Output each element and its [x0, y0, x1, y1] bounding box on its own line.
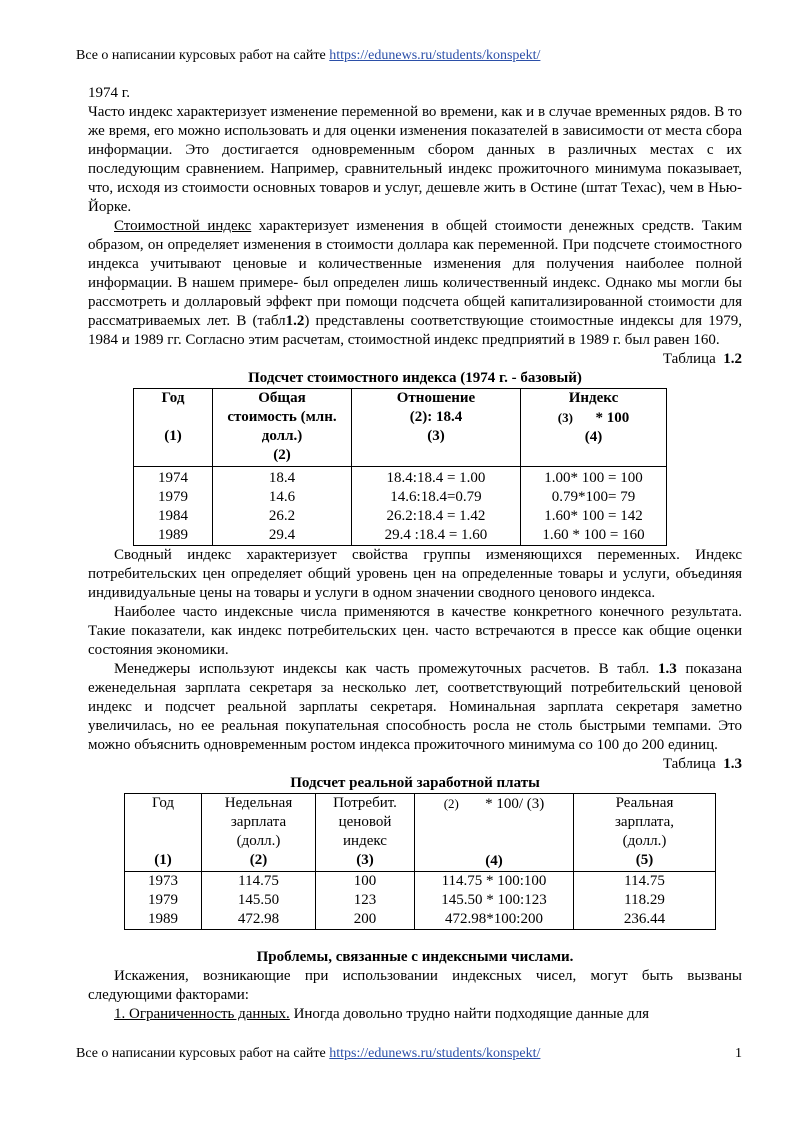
table-row: 1989 472.98 200 472.98*100:200 236.44: [125, 910, 716, 930]
table-row: 1979 14.6 14.6:18.4=0.79 0.79*100= 79: [134, 488, 667, 507]
table-row: 1974 18.4 18.4:18.4 = 1.00 1.00* 100 = 100: [134, 467, 667, 489]
document-body: [88, 84, 742, 1024]
footer-text: Все о написании курсовых работ на сайте: [76, 1046, 326, 1061]
table-row: 1979 145.50 123 145.50 * 100:123 118.29: [125, 891, 716, 910]
header-link[interactable]: https://edunews.ru/students/konspekt/: [329, 48, 541, 63]
column-header: Реальная зарплата, (долл.) (5): [574, 794, 716, 872]
value-index-table: [133, 388, 667, 546]
paragraph: Менеджеры используют индексы как часть промежуточных расчетов. В табл. 1.3 показана еженедельная зарплата секретаря за несколько лет, соответствующий потребительский ценовой индекс и подсчет реальной зарплаты секретаря. Номинальная зарплата секретаря заметно увеличилась, но ее реальная покупательная способность росла не столь быстрыми темпами. Это можно объяснить одновременным ростом индекса прожиточного минимума со 100 до 200 единиц.: [88, 661, 743, 753]
table-header-row: [125, 794, 716, 872]
list-item-term: 1. Ограниченность данных.: [114, 1006, 290, 1022]
paragraph: 1. Ограниченность данных. Иногда довольно трудно найти подходящие данные для: [114, 1006, 650, 1022]
paragraph: Наиболее часто индексные числа применяются в качестве конкретного конечного результата. Такие показатели, как индекс потребительских цен. часто встречаются в прессе как общие оценки состояния экономики.: [88, 604, 742, 658]
column-header: Недельная зарплата (долл.) (2): [202, 794, 316, 872]
header-text: Все о написании курсовых работ на сайте: [76, 48, 326, 63]
paragraph: 1974 г.: [88, 85, 130, 101]
table-title: Подсчет реальной заработной платы: [290, 775, 540, 791]
section-title: Проблемы, связанные с индексными числами.: [256, 949, 574, 965]
column-header: Отношение (2): 18.4 (3): [352, 389, 521, 467]
column-header: Год (1): [125, 794, 202, 872]
table-row: 1973 114.75 100 114.75 * 100:100 114.75: [125, 872, 716, 892]
column-header: Индекс (3) * 100 (4): [521, 389, 667, 467]
paragraph: Стоимостной индекс характеризует изменения в общей стоимости денежных средств. Таким образом, он определяет изменения в стоимости доллара как переменной. При подсчете стоимостного индекса учитывают ценовые и количественные изменения для получения наиболее полной информации. В нашем примере- был определен лишь количественный индекс. Однако мы могли бы рассмотреть и долларовый эффект при помощи подсчета общей капитализированной стоимости для рассматриваемых лет. В (табл1.2) представлены соответствующие стоимостные индексы для 1979, 1984 и 1989 гг. Согласно этим расчетам, стоимостной индекс предприятий в 1989 г. был равен 160.: [88, 218, 742, 348]
table-title: Подсчет стоимостного индекса (1974 г. - базовый): [248, 370, 582, 386]
term-value-index: Стоимостной индекс: [114, 218, 252, 234]
column-header: (2) * 100/ (3) (4): [415, 794, 574, 872]
table-label: Таблица 1.3: [662, 756, 742, 772]
table-row: 1984 26.2 26.2:18.4 = 1.42 1.60* 100 = 142: [134, 507, 667, 526]
real-wage-table: [124, 793, 716, 930]
footer-link[interactable]: https://edunews.ru/students/konspekt/: [329, 1046, 541, 1061]
column-header: Потребит. ценовой индекс (3): [316, 794, 415, 872]
page-footer: [76, 1046, 540, 1062]
column-header: Общая стоимость (млн. долл.) (2): [213, 389, 352, 467]
page-number: 1: [735, 1046, 742, 1061]
page-header: [76, 48, 540, 64]
table-label: Таблица 1.2: [662, 351, 742, 367]
table-row: 1989 29.4 29.4 :18.4 = 1.60 1.60 * 100 = 160: [134, 526, 667, 546]
paragraph: Часто индекс характеризует изменение переменной во времени, как и в случае временных рядов. В то же время, его можно использовать и для оценки изменения показателей в зависимости от места сбора информации. Это достигается одновременным сбором данных в различных местах с их последующим сравнением. Например, сравнительный индекс прожиточного минимума показывает, что, исходя из стоимости основных товаров и услуг, дешевле жить в Остине (штат Техас), чем в Нью-Йорке.: [88, 104, 742, 215]
paragraph: Сводный индекс характеризует свойства группы изменяющихся переменных. Индекс потребительских цен определяет общий уровень цен на определенные товары и услуги, объединяя индивидуальные цены на товары и услуги в одном значении сводного ценового индекса.: [88, 547, 742, 601]
paragraph: Искажения, возникающие при использовании индексных чисел, могут быть вызваны следующими факторами:: [88, 968, 742, 1003]
column-header: Год (1): [134, 389, 213, 467]
table-header-row: [134, 389, 667, 467]
